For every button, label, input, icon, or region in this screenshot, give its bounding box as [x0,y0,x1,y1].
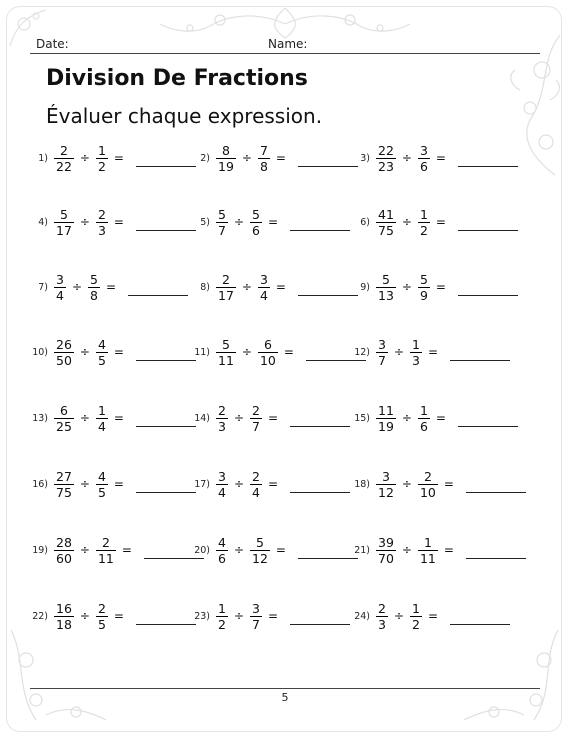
denominator: 25 [56,418,72,434]
numerator: 3 [56,271,64,287]
division-sign: ÷ [241,280,252,294]
dividend-fraction [216,469,228,500]
problem-number: 18) [354,478,370,490]
problem-item [352,136,518,180]
numerator: 6 [263,336,272,352]
numerator: 22 [378,142,394,158]
division-sign: ÷ [393,345,405,359]
denominator: 17 [218,287,234,303]
dividend-fraction [54,207,74,238]
answer-blank[interactable] [298,541,358,559]
problem-number: 3) [360,152,370,164]
division-sign: ÷ [79,411,90,425]
divisor-fraction [250,207,262,238]
division-sign: ÷ [401,411,412,425]
dividend-fraction [216,272,236,303]
denominator: 8 [90,287,98,303]
denominator: 4 [252,484,260,500]
equals-sign: = [435,411,446,425]
dividend-fraction [54,143,74,174]
numerator: 3 [259,271,268,287]
problem-item [352,265,518,309]
worksheet-title: Division De Fractions [46,66,308,91]
dividend-fraction [54,337,74,368]
answer-blank[interactable] [458,213,518,231]
equals-sign: = [435,151,446,165]
denominator: 18 [56,616,72,632]
problem-item [30,396,196,440]
problem-item [352,200,518,244]
dividend-fraction [376,403,396,434]
problem-number: 7) [38,281,48,293]
problem-item [352,528,526,572]
problem-item [192,462,350,506]
answer-blank[interactable] [290,213,350,231]
answer-blank[interactable] [458,278,518,296]
numerator: 4 [97,336,106,352]
numerator: 2 [423,468,432,484]
problem-item [30,265,188,309]
denominator: 75 [56,484,72,500]
division-sign: ÷ [233,609,245,623]
numerator: 26 [56,336,72,352]
denominator: 11 [218,352,234,368]
numerator: 5 [90,271,98,287]
denominator: 11 [419,550,436,566]
numerator: 1 [412,600,420,616]
denominator: 50 [56,352,72,368]
answer-blank[interactable] [466,475,526,493]
equals-sign: = [113,609,124,623]
denominator: 2 [412,616,420,632]
denominator: 6 [419,418,428,434]
equals-sign: = [113,477,124,491]
equals-sign: = [113,151,124,165]
numerator: 5 [252,206,260,222]
denominator: 3 [412,352,420,368]
dividend-fraction [376,337,388,368]
denominator: 2 [218,616,226,632]
numerator: 2 [252,468,260,484]
problem-number: 5) [200,216,210,228]
denominator: 7 [252,616,260,632]
answer-blank[interactable] [136,475,196,493]
division-sign: ÷ [233,477,245,491]
denominator: 3 [97,222,106,238]
numerator: 5 [59,206,68,222]
numerator: 1 [412,336,420,352]
equals-sign: = [267,411,279,425]
problem-item [352,462,526,506]
numerator: 1 [423,534,432,550]
equals-sign: = [113,215,124,229]
divisor-fraction [250,535,270,566]
answer-blank[interactable] [136,343,196,361]
numerator: 5 [419,271,428,287]
equals-sign: = [275,543,286,557]
problem-item [192,330,366,374]
problem-number: 9) [360,281,370,293]
dividend-fraction [216,403,228,434]
numerator: 3 [252,600,260,616]
numerator: 39 [378,534,394,550]
numerator: 7 [259,142,268,158]
numerator: 2 [59,142,68,158]
answer-blank[interactable] [128,278,188,296]
denominator: 2 [419,222,428,238]
denominator: 6 [252,222,260,238]
numerator: 2 [378,600,386,616]
division-sign: ÷ [393,609,405,623]
problem-item [30,528,204,572]
equals-sign: = [427,609,439,623]
date-label: Date: [36,37,69,51]
denominator: 6 [218,550,226,566]
numerator: 27 [56,468,72,484]
numerator: 1 [218,600,226,616]
numerator: 16 [56,600,72,616]
divisor-fraction [250,601,262,632]
problem-number: 2) [200,152,210,164]
problem-number: 23) [194,610,210,622]
problem-number: 8) [200,281,210,293]
denominator: 70 [378,550,394,566]
division-sign: ÷ [241,151,252,165]
denominator: 3 [218,418,226,434]
divisor-fraction [96,601,108,632]
denominator: 2 [97,158,106,174]
denominator: 3 [378,616,386,632]
divisor-fraction [258,143,270,174]
numerator: 3 [218,468,226,484]
equals-sign: = [435,215,446,229]
problem-item [192,396,350,440]
problem-item [192,594,350,638]
dividend-fraction [376,272,396,303]
numerator: 5 [221,336,230,352]
numerator: 3 [378,336,386,352]
divisor-fraction [258,272,270,303]
equals-sign: = [275,280,286,294]
numerator: 2 [101,534,110,550]
denominator: 12 [378,484,394,500]
division-sign: ÷ [79,151,90,165]
denominator: 10 [259,352,276,368]
answer-blank[interactable] [136,213,196,231]
denominator: 4 [259,287,268,303]
dividend-fraction [54,403,74,434]
division-sign: ÷ [241,345,252,359]
denominator: 6 [419,158,428,174]
problem-number: 1) [38,152,48,164]
footer-divider [30,688,540,689]
division-sign: ÷ [233,215,245,229]
denominator: 4 [97,418,106,434]
dividend-fraction [376,535,396,566]
answer-blank[interactable] [450,607,510,625]
equals-sign: = [267,477,279,491]
problem-number: 22) [32,610,48,622]
equals-sign: = [113,411,124,425]
dividend-fraction [376,207,396,238]
divisor-fraction [418,143,430,174]
dividend-fraction [54,601,74,632]
denominator: 11 [97,550,114,566]
divisor-fraction [418,207,430,238]
problem-number: 17) [194,478,210,490]
dividend-fraction [216,143,236,174]
denominator: 5 [97,616,106,632]
problem-number: 12) [354,346,370,358]
numerator: 4 [218,534,226,550]
numerator: 5 [218,206,226,222]
denominator: 5 [97,484,106,500]
numerator: 2 [97,600,106,616]
problem-number: 16) [32,478,48,490]
numerator: 8 [221,142,230,158]
numerator: 4 [97,468,106,484]
divisor-fraction [96,143,108,174]
divisor-fraction [96,535,116,566]
header-divider [30,53,540,54]
problem-number: 19) [32,544,48,556]
answer-blank[interactable] [136,149,196,167]
problem-item [352,594,510,638]
denominator: 23 [378,158,394,174]
problem-number: 21) [354,544,370,556]
equals-sign: = [275,151,286,165]
problem-item [192,265,358,309]
denominator: 10 [419,484,436,500]
equals-sign: = [113,345,124,359]
denominator: 4 [218,484,226,500]
answer-blank[interactable] [290,475,350,493]
dividend-fraction [54,469,74,500]
problem-item [192,136,358,180]
problem-item [30,462,196,506]
answer-blank[interactable] [298,278,358,296]
divisor-fraction [418,535,438,566]
problem-item [192,528,358,572]
denominator: 7 [252,418,260,434]
numerator: 41 [378,206,394,222]
divisor-fraction [96,337,108,368]
problem-item [352,330,510,374]
division-sign: ÷ [401,151,412,165]
answer-blank[interactable] [136,607,196,625]
division-sign: ÷ [401,215,412,229]
numerator: 28 [56,534,72,550]
answer-blank[interactable] [298,149,358,167]
floral-ornament-top-left [6,6,66,66]
dividend-fraction [376,601,388,632]
numerator: 1 [419,402,428,418]
equals-sign: = [427,345,439,359]
dividend-fraction [54,272,66,303]
denominator: 7 [218,222,226,238]
divisor-fraction [250,403,262,434]
numerator: 6 [59,402,68,418]
dividend-fraction [216,535,228,566]
answer-blank[interactable] [290,409,350,427]
numerator: 11 [378,402,394,418]
denominator: 13 [378,287,394,303]
problem-item [352,396,518,440]
problem-number: 24) [354,610,370,622]
division-sign: ÷ [79,477,90,491]
dividend-fraction [376,143,396,174]
numerator: 5 [381,271,390,287]
division-sign: ÷ [233,411,245,425]
numerator: 2 [218,402,226,418]
division-sign: ÷ [71,280,83,294]
divisor-fraction [250,469,262,500]
equals-sign: = [267,609,279,623]
denominator: 12 [252,550,268,566]
denominator: 8 [259,158,268,174]
division-sign: ÷ [401,543,412,557]
division-sign: ÷ [79,609,90,623]
answer-blank[interactable] [458,409,518,427]
dividend-fraction [54,535,74,566]
answer-blank[interactable] [450,343,510,361]
problem-number: 6) [360,216,370,228]
divisor-fraction [418,469,438,500]
denominator: 60 [56,550,72,566]
numerator: 3 [381,468,390,484]
numerator: 2 [221,271,230,287]
denominator: 7 [378,352,386,368]
name-label: Name: [268,37,308,51]
division-sign: ÷ [79,215,90,229]
worksheet-instructions: Évaluer chaque expression. [46,104,323,128]
dividend-fraction [216,337,236,368]
problem-item [192,200,350,244]
numerator: 5 [255,534,264,550]
problem-item [30,136,196,180]
numerator: 2 [252,402,260,418]
divisor-fraction [418,272,430,303]
denominator: 4 [56,287,64,303]
division-sign: ÷ [79,543,90,557]
problem-number: 11) [194,346,210,358]
divisor-fraction [96,207,108,238]
equals-sign: = [105,280,117,294]
divisor-fraction [410,601,422,632]
answer-blank[interactable] [458,149,518,167]
divisor-fraction [96,469,108,500]
dividend-fraction [216,601,228,632]
equals-sign: = [443,543,454,557]
numerator: 2 [97,206,106,222]
divisor-fraction [410,337,422,368]
division-sign: ÷ [401,280,412,294]
equals-sign: = [435,280,446,294]
problem-item [30,330,196,374]
denominator: 5 [97,352,106,368]
problem-number: 10) [32,346,48,358]
numerator: 1 [97,142,106,158]
denominator: 17 [56,222,72,238]
divisor-fraction [258,337,278,368]
divisor-fraction [418,403,430,434]
division-sign: ÷ [233,543,245,557]
denominator: 22 [56,158,72,174]
divisor-fraction [88,272,100,303]
equals-sign: = [121,543,132,557]
equals-sign: = [267,215,279,229]
problem-item [30,594,196,638]
page-number: 5 [281,691,289,704]
denominator: 19 [218,158,234,174]
problem-number: 14) [194,412,210,424]
denominator: 75 [378,222,394,238]
dividend-fraction [376,469,396,500]
divisor-fraction [96,403,108,434]
problem-number: 15) [354,412,370,424]
problem-number: 20) [194,544,210,556]
denominator: 9 [419,287,428,303]
equals-sign: = [283,345,294,359]
equals-sign: = [443,477,454,491]
problem-number: 13) [32,412,48,424]
dividend-fraction [216,207,228,238]
numerator: 3 [419,142,428,158]
problem-item [30,200,196,244]
numerator: 1 [97,402,106,418]
answer-blank[interactable] [290,607,350,625]
numerator: 1 [419,206,428,222]
answer-blank[interactable] [136,409,196,427]
problem-number: 4) [38,216,48,228]
denominator: 19 [378,418,394,434]
division-sign: ÷ [401,477,412,491]
division-sign: ÷ [79,345,90,359]
answer-blank[interactable] [466,541,526,559]
